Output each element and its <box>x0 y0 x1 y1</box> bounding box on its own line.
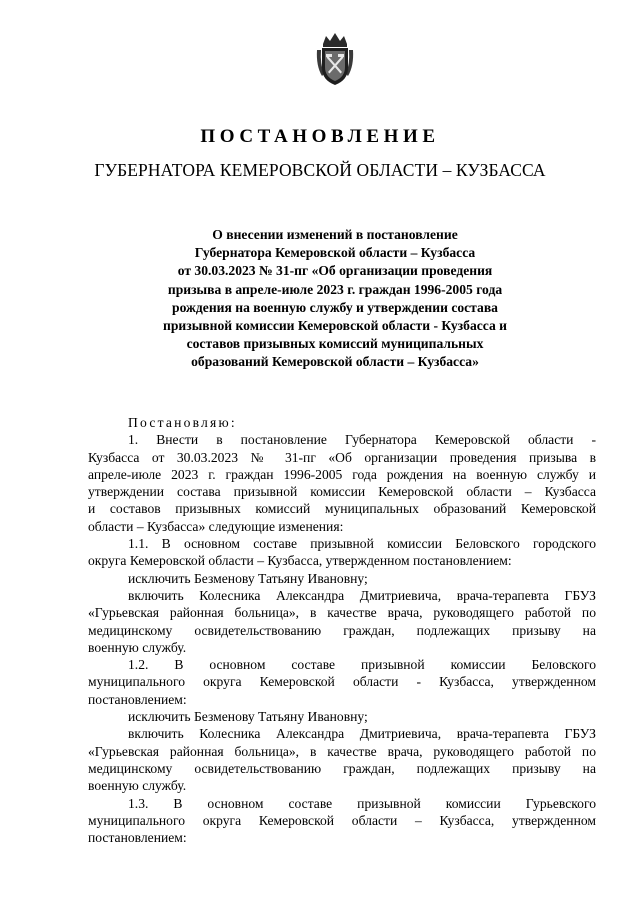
body-line: муниципального округа Кемеровской области - Кузбасса, утвержденном <box>88 674 596 690</box>
heading-line: О внесении изменений в постановление <box>212 227 458 242</box>
heading-line: призыва в апреле-июле 2023 г. граждан 1996-2005 года <box>167 281 503 297</box>
document-heading <box>150 226 520 372</box>
document-body <box>88 414 596 846</box>
heading-line: составов призывных комиссий муниципальных <box>186 336 484 352</box>
body-line: исключить Безменову Татьяну Ивановну; <box>128 709 368 725</box>
body-line: «Гурьевская районная больница», в качестве врача, руководящего работой по <box>88 743 596 759</box>
body-line: области – Кузбасса» следующие изменения: <box>88 518 344 534</box>
body-line: исключить Безменову Татьяну Ивановну; <box>128 570 368 586</box>
body-line: медицинскому освидетельствованию граждан, подлежащих призыву на <box>88 760 596 776</box>
body-line: военную службу. <box>88 778 187 794</box>
document-title: ПОСТАНОВЛЕНИЕ <box>200 126 440 147</box>
body-line: 1.3. В основном составе призывной комиссии Гурьевского <box>128 795 596 811</box>
body-line: военную службу. <box>88 639 187 655</box>
body-line: включить Колесника Александра Дмитриевича, врача-терапевта ГБУЗ <box>128 726 596 742</box>
body-line: округа Кемеровской области – Кузбасса, утвержденном постановлением: <box>88 553 512 569</box>
body-line: 1.1. В основном составе призывной комиссии Беловского городского <box>128 536 596 552</box>
preamble: Постановляю: <box>128 415 237 430</box>
body-line: постановлением: <box>88 691 187 707</box>
body-line: постановлением: <box>88 830 187 846</box>
body-line: медицинскому освидетельствованию граждан, подлежащих призыву на <box>88 622 596 638</box>
body-line: и составов призывных комиссий муниципальных образований Кемеровской <box>88 501 596 517</box>
heading-line: образований Кемеровской области – Кузбасса» <box>191 354 479 370</box>
coat-of-arms-emblem <box>314 30 356 88</box>
heading-line: рождения на военную службу и утверждении состава <box>172 299 498 315</box>
body-line: 1.2. В основном составе призывной комиссии Беловского <box>128 657 596 673</box>
body-line: утверждении состава призывной комиссии Кемеровской области – Кузбасса <box>88 484 596 500</box>
body-line: «Гурьевская районная больница», в качестве врача, руководящего работой по <box>88 605 596 621</box>
heading-line: Губернатора Кемеровской области – Кузбасса <box>194 245 476 261</box>
document-subtitle: ГУБЕРНАТОРА КЕМЕРОВСКОЙ ОБЛАСТИ – КУЗБАССА <box>94 160 546 180</box>
body-line: Кузбасса от 30.03.2023 № 31-пг «Об организации проведения призыва в <box>88 449 596 465</box>
heading-line: призывной комиссии Кемеровской области - Кузбасса и <box>163 318 507 334</box>
body-line: включить Колесника Александра Дмитриевича, врача-терапевта ГБУЗ <box>128 587 596 603</box>
body-line: муниципального округа Кемеровской области – Кузбасса, утвержденном <box>88 812 596 828</box>
body-line: апреле-июле 2023 г. граждан 1996-2005 года рождения на военную службу и <box>88 466 596 482</box>
body-line: 1. Внести в постановление Губернатора Кемеровской области - <box>128 432 596 448</box>
heading-line: от 30.03.2023 № 31-пг «Об организации проведения <box>177 263 493 279</box>
